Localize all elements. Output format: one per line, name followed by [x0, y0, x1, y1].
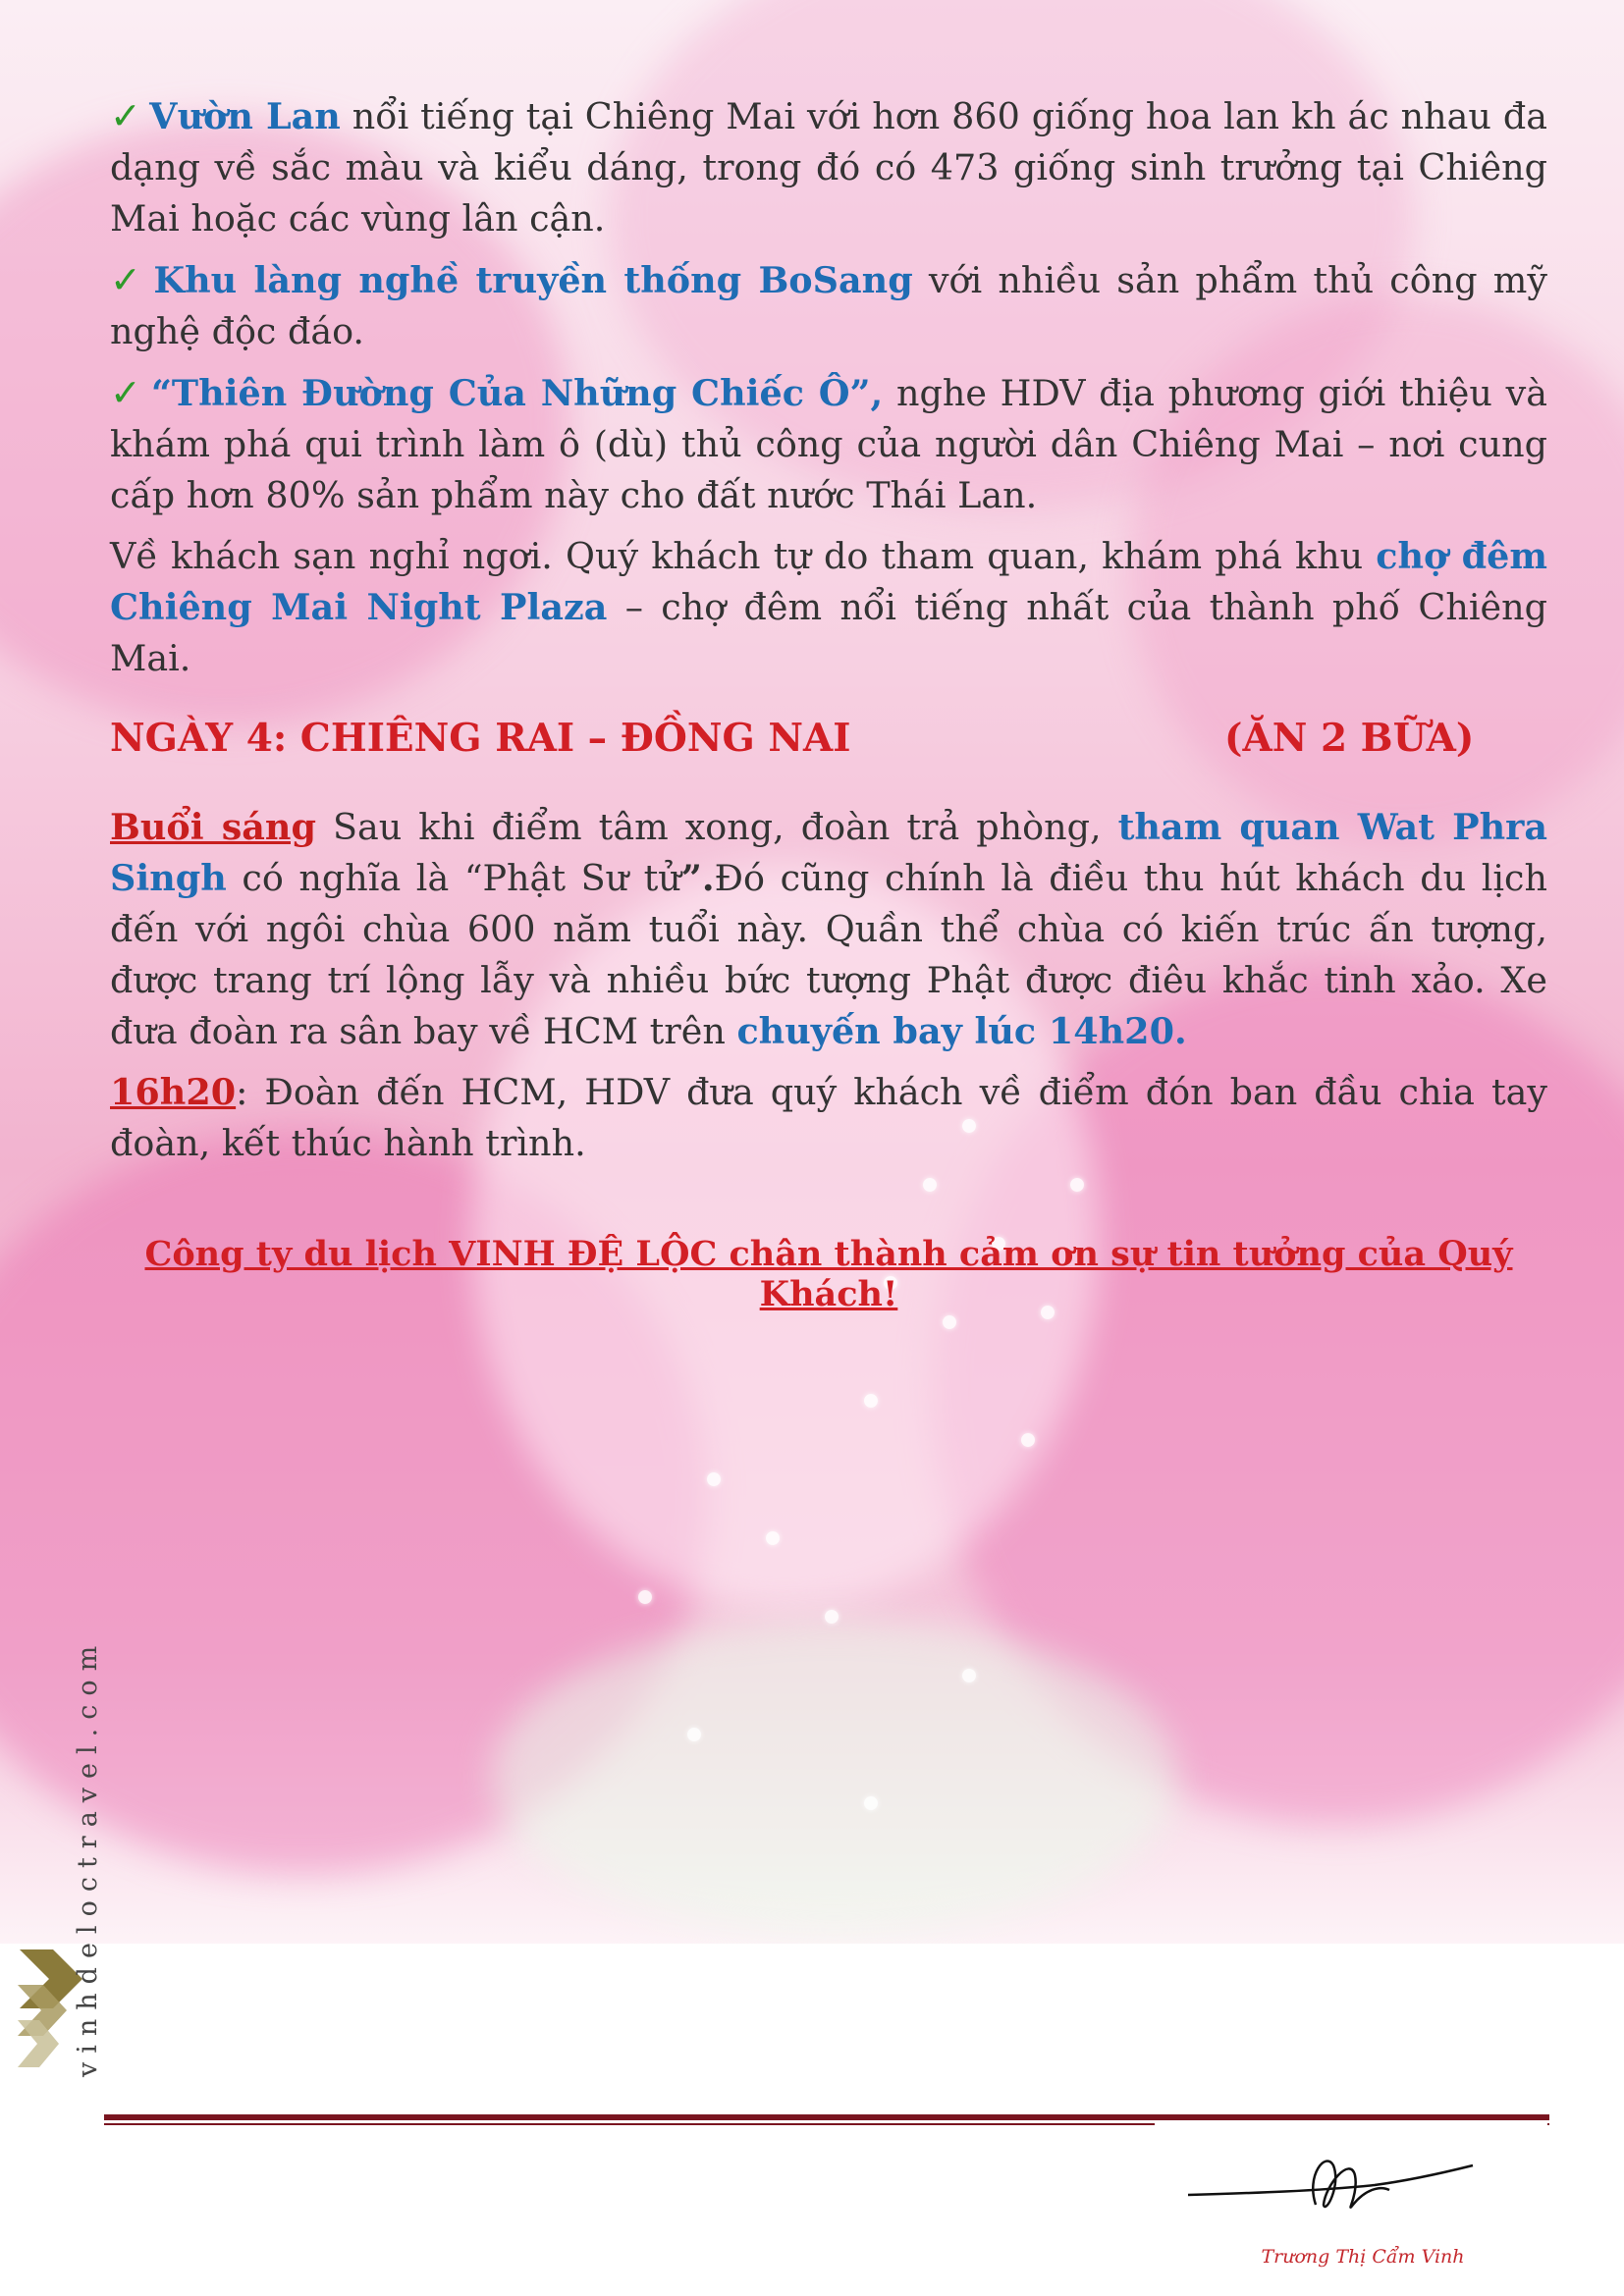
place-name: “Thiên Đường Của Những Chiếc Ô”, — [150, 372, 884, 414]
time-label: Buổi sáng — [110, 806, 316, 848]
place-name: Vườn Lan — [149, 95, 341, 137]
place-name: Khu làng nghề truyền thống BoSang — [153, 259, 913, 301]
paragraph-bosang: ✓ Khu làng nghề truyền thống BoSang với nhiều sản phẩm thủ công mỹ nghệ độc đáo. — [110, 258, 1547, 352]
time-label: 16h20 — [110, 1071, 237, 1113]
website-vertical: vinhdeloctravel.com — [73, 1636, 103, 2077]
paragraph-thien-duong: ✓ “Thiên Đường Của Những Chiếc Ô”, nghe HDV địa phương giới thiệu và khám phá qui trình làm ô (dù) thủ công của người dân Chiêng Mai – nơi cung cấp hơn 80% sản phẩm này cho đất nước Thái Lan. — [110, 371, 1547, 516]
thank-you-note: Công ty du lịch VINH ĐỆ LỘC chân thành cảm ơn sự tin tưởng của Quý Khách! — [144, 1234, 1513, 1314]
paragraph-hotel: Về khách sạn nghỉ ngơi. Quý khách tự do tham quan, khám phá khu chợ đêm Chiêng Mai Night Plaza – chợ đêm nổi tiếng nhất của thành phố Chiêng Mai. — [110, 535, 1547, 679]
paragraph-morning: Buổi sáng Sau khi điểm tâm xong, đoàn trả phòng, tham quan Wat Phra Singh có nghĩa là “Phật Sư tử”.Đó cũng chính là điều thu hút khách du lịch đến với ngôi chùa 600 năm tuổi này. Quần thể chùa có kiến trúc ấn tượng, được trang trí lộng lẫy và nhiều bức tượng Phật được điêu khắc tinh xảo. Xe đưa đoàn ra sân bay về HCM trên chuyến bay lúc 14h20. — [110, 806, 1548, 1052]
signature — [1178, 2146, 1532, 2244]
place-name: chợ đêm Chiêng Mai Night Plaza — [110, 535, 1547, 628]
day-title: NGÀY 4: CHIÊNG RAI – ĐỒNG NAI — [110, 716, 851, 761]
place-name: tham quan Wat Phra Singh — [110, 806, 1547, 899]
meal-count: (ĂN 2 BỮA) — [1224, 716, 1475, 761]
check-icon: ✓ — [110, 258, 146, 301]
check-icon: ✓ — [110, 371, 143, 414]
paragraph-arrival: 16h20: Đoàn đến HCM, HDV đưa quý khách về điểm đón ban đầu chia tay đoàn, kết thúc hành trình. — [110, 1071, 1547, 1164]
check-icon: ✓ — [110, 94, 142, 137]
signature-name: Trương Thị Cẩm Vinh — [1261, 2246, 1465, 2268]
document-body — [110, 90, 1547, 1314]
paragraph-vuon-lan: ✓ Vườn Lan nổi tiếng tại Chiêng Mai với hơn 860 giống hoa lan kh ác nhau đa dạng về sắc màu và kiểu dáng, trong đó có 473 giống sinh trưởng tại Chiêng Mai hoặc các vùng lân cận. — [110, 94, 1547, 240]
flight-info: chuyến bay lúc 14h20. — [736, 1010, 1187, 1052]
day-heading — [110, 716, 1547, 767]
